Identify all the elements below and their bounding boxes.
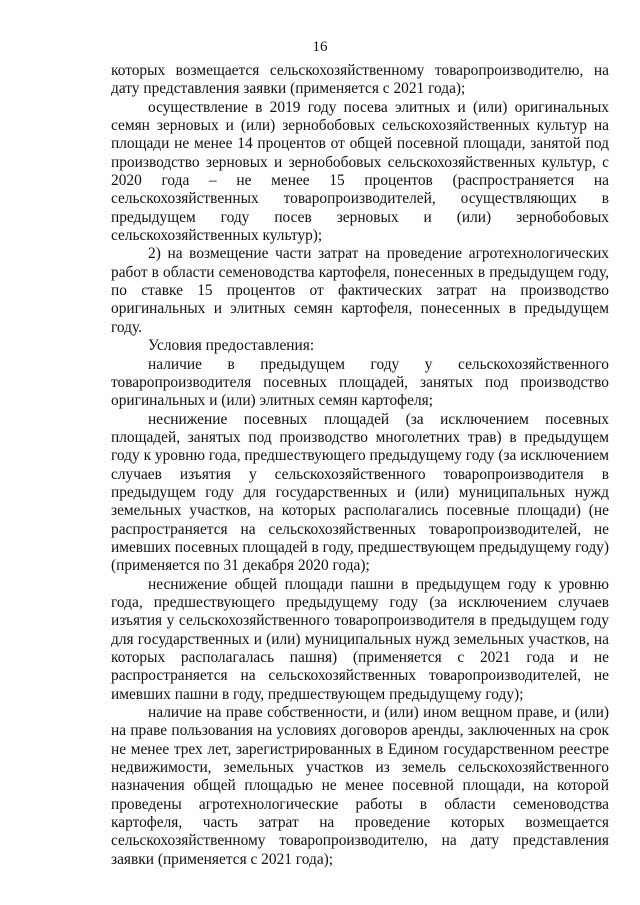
paragraph-continuation: которых возмещается сельскохозяйственному товаропроизводителю, на дату представления заявки (применяется с 2021 года);	[111, 62, 609, 98]
paragraph-sown-areas-condition: наличие в предыдущем году у сельскохозяйственного товаропроизводителя посевных площадей, занятых под производство оригинальных и (или) элитных семян картофеля;	[111, 355, 609, 410]
paragraph-potato-cost-reimbursement: 2) на возмещение части затрат на проведение агротехнологических работ в области семеноводства картофеля, понесенных в предыдущем году, по ставке 15 процентов от фактических затрат на производство оригинальных и элитных семян картофеля, понесенных в предыдущем году.	[111, 245, 609, 336]
paragraph-no-decrease-arable-land: неснижение общей площади пашни в предыдущем году к уровню года, предшествующего предыдущему году (за исключением случаев изъятия у сельскохозяйственного товаропроизводителя в предыдущем году для государственных и (или) муниципальных нужд земельных участков, на которых располагалась пашня) (применяется с 2021 года и не распространяется на сельскохозяйственных товаропроизводителей, не имевших пашни в году, предшествующем предыдущему году);	[111, 575, 609, 703]
paragraph-land-ownership-condition: наличие на праве собственности, и (или) ином вещном праве, и (или) на праве пользования на условиях договоров аренды, заключенных на срок не менее трех лет, зарегистрированных в Едином государственном реестре недвижимости, земельных участков из земель сельскохозяйственного назначения общей площадью не менее посевной площади, на которой проведены агротехнологические работы в области семеноводства картофеля, часть затрат на проведение которых возмещается сельскохозяйственному товаропроизводителю, на дату представления заявки (применяется с 2021 года);	[111, 704, 609, 868]
paragraph-no-decrease-sown-areas: неснижение посевных площадей (за исключением посевных площадей, занятых под производство многолетних трав) в предыдущем году к уровню года, предшествующего предыдущему году (за исключением случаев изъятия у сельскохозяйственного товаропроизводителя в предыдущем году для государственных и (или) муниципальных нужд земельных участков, на которых располагались посевные площади) (не распространяется на сельскохозяйственных товаропроизводителей, не имевших посевных площадей в году, предшествующем предыдущему году) (применяется по 31 декабря 2020 года);	[111, 410, 609, 575]
document-body	[111, 62, 609, 869]
paragraph-conditions-heading: Условия предоставления:	[148, 337, 315, 355]
page-number: 16	[312, 39, 328, 55]
paragraph-seed-sowing-condition: осуществление в 2019 году посева элитных и (или) оригинальных семян зерновых и (или) зернобобовых сельскохозяйственных культур на площади не менее 14 процентов от общей посевной площади, занятой под производство зерновых и зернобобовых сельскохозяйственных культур, с 2020 года – не менее 15 процентов (распространяется на сельскохозяйственных товаропроизводителей, осуществляющих в предыдущем году посев зерновых и (или) зернобобовых сельскохозяйственных культур);	[111, 98, 609, 245]
